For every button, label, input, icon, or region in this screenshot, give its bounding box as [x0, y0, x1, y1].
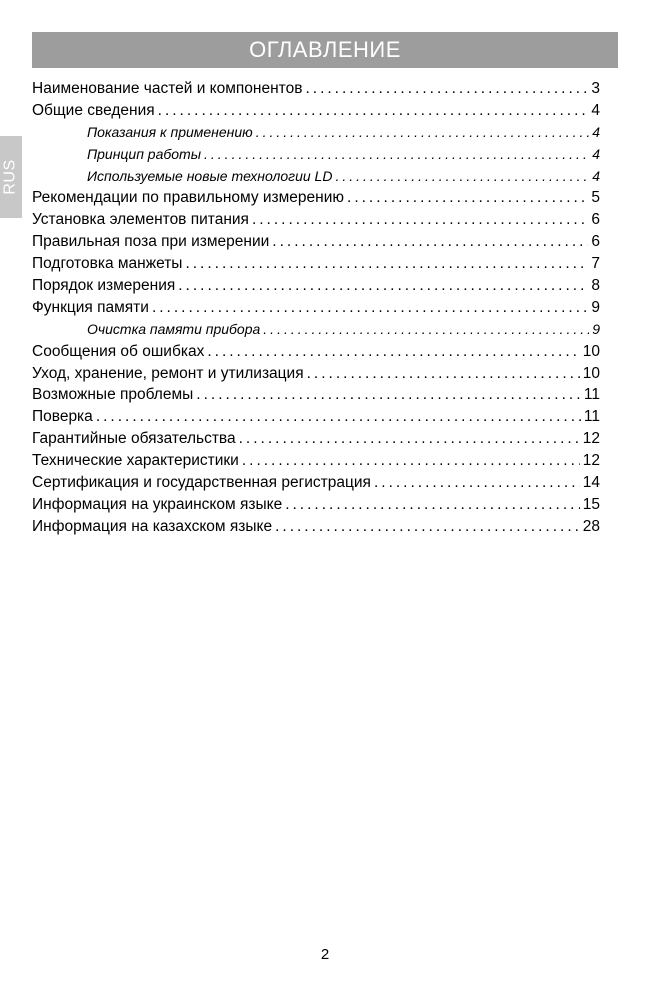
toc-entry[interactable]: [32, 341, 600, 363]
toc-dot-leader: [307, 363, 580, 385]
language-side-tab: [0, 136, 22, 218]
page-title: ОГЛАВЛЕНИЕ: [249, 37, 401, 62]
toc-subentry[interactable]: [32, 144, 600, 166]
toc-dot-leader: [96, 406, 581, 428]
toc-entry-page: 4: [592, 167, 600, 184]
toc-entry-label: Общие сведения: [32, 101, 155, 119]
toc-entry[interactable]: [32, 516, 600, 538]
toc-entry-page: 15: [582, 495, 600, 513]
toc-dot-leader: [285, 494, 580, 516]
toc-entry-label: Используемые новые технологии LD: [87, 167, 333, 184]
toc-title-bar: [32, 32, 618, 68]
toc-entry[interactable]: [32, 472, 600, 494]
toc-entry-label: Принцип работы: [87, 145, 202, 162]
toc-entry-page: 10: [582, 364, 600, 382]
toc-dot-leader: [207, 341, 579, 363]
toc-entry-label: Уход, хранение, ремонт и утилизация: [32, 364, 304, 382]
toc-entry[interactable]: [32, 450, 600, 472]
toc-dot-leader: [185, 253, 588, 275]
toc-entry-label: Сообщения об ошибках: [32, 342, 205, 360]
toc-dot-leader: [347, 187, 588, 209]
toc-entry[interactable]: [32, 297, 600, 319]
toc-entry-page: 14: [582, 474, 600, 492]
language-tab-label: RUS: [2, 159, 19, 195]
toc-entry-label: Поверка: [32, 408, 93, 426]
toc-entry-label: Рекомендации по правильному измерению: [32, 189, 345, 207]
toc-dot-leader: [272, 231, 588, 253]
toc-entry-label: Показания к применению: [87, 123, 253, 140]
toc-subentry[interactable]: [32, 319, 600, 341]
toc-entry[interactable]: [32, 100, 600, 122]
toc-entry[interactable]: [32, 406, 600, 428]
toc-entry-page: 12: [582, 430, 600, 448]
toc-entry-page: 6: [591, 233, 600, 251]
toc-entry[interactable]: [32, 363, 600, 385]
toc-subentry[interactable]: [32, 122, 600, 144]
toc-entry-label: Очистка памяти прибора: [87, 320, 261, 337]
page-number: 2: [320, 946, 330, 963]
toc-entry-page: 11: [583, 386, 600, 404]
toc-entry-label: Установка элементов питания: [32, 211, 249, 229]
toc-dot-leader: [263, 319, 589, 341]
toc-dot-leader: [305, 78, 588, 100]
toc-entry-page: 3: [591, 80, 600, 97]
toc-dot-leader: [178, 275, 588, 297]
toc-dot-leader: [158, 100, 589, 122]
toc-dot-leader: [275, 516, 580, 538]
toc-entry-label: Функция памяти: [32, 298, 149, 316]
toc-entry-page: 9: [592, 320, 600, 337]
toc-entry-label: Технические характеристики: [32, 452, 239, 470]
toc-entry-page: 10: [582, 342, 600, 360]
toc-entry[interactable]: [32, 428, 600, 450]
toc-entry-page: 6: [591, 211, 600, 229]
toc-entry-label: Подготовка манжеты: [32, 255, 183, 273]
toc-dot-leader: [204, 144, 589, 166]
toc-entry[interactable]: [32, 78, 600, 100]
toc-entry[interactable]: [32, 275, 600, 297]
toc-entry-page: 7: [591, 255, 600, 273]
toc-entry[interactable]: [32, 494, 600, 516]
toc-entry-label: Гарантийные обязательства: [32, 430, 236, 448]
toc-entry-label: Сертификация и государственная регистрация: [32, 474, 371, 492]
toc-dot-leader: [335, 166, 589, 188]
toc-dot-leader: [252, 209, 588, 231]
toc-dot-leader: [152, 297, 588, 319]
toc-entry-label: Порядок измерения: [32, 277, 176, 295]
toc-entry[interactable]: [32, 209, 600, 231]
toc-entry[interactable]: [32, 187, 600, 209]
toc-entry-page: 9: [591, 298, 600, 316]
toc-dot-leader: [239, 428, 580, 450]
toc-entry-page: 12: [582, 452, 600, 470]
toc-dot-leader: [256, 122, 590, 144]
toc-entry-page: 4: [592, 145, 600, 162]
toc-entry-label: Правильная поза при измерении: [32, 233, 270, 251]
toc-entry-page: 28: [582, 517, 600, 535]
toc-entry-page: 11: [583, 408, 600, 426]
toc-entry[interactable]: [32, 384, 600, 406]
toc-entry-label: Информация на украинском языке: [32, 495, 283, 513]
toc-dot-leader: [374, 472, 580, 494]
toc-subentry[interactable]: [32, 166, 600, 188]
toc-entry[interactable]: [32, 253, 600, 275]
toc-entry-label: Информация на казахском языке: [32, 517, 273, 535]
toc-entry[interactable]: [32, 231, 600, 253]
toc-entry-page: 4: [591, 101, 600, 119]
toc-entry-label: Возможные проблемы: [32, 386, 194, 404]
toc-dot-leader: [196, 384, 581, 406]
toc-entry-page: 8: [591, 277, 600, 295]
toc-entry-label: Наименование частей и компонентов: [32, 80, 303, 97]
toc-entry-page: 5: [591, 189, 600, 207]
toc-entry-page: 4: [592, 123, 600, 140]
toc-dot-leader: [242, 450, 580, 472]
table-of-contents: [32, 78, 600, 538]
